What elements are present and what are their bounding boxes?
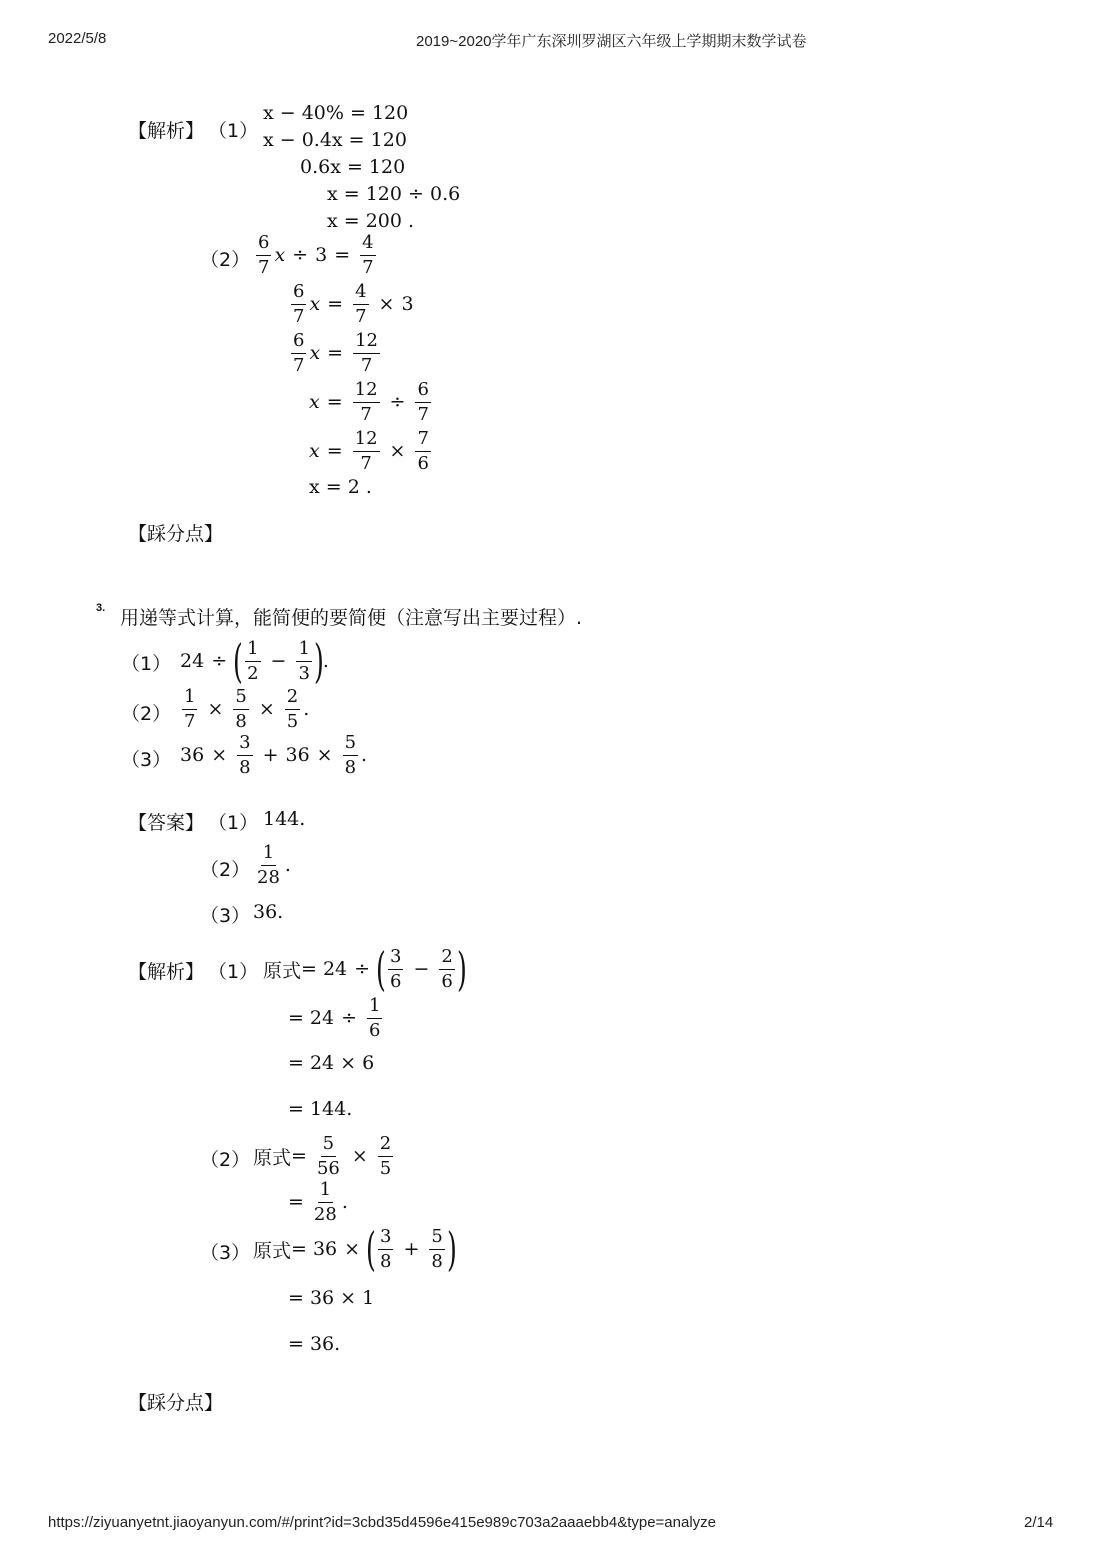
header-title: 2019~2020学年广东深圳罗湖区六年级上学期期末数学试卷 [416, 33, 807, 50]
header-date: 2022/5/8 [48, 30, 107, 47]
q3-sol3-line3: = 36. [288, 1333, 341, 1355]
fraction: $\frac{7}{6}$ [417, 427, 429, 474]
fraction: $\frac{3}{8}$ [380, 1225, 392, 1272]
q3-ans2-value: $\frac{1}{28}$ . [257, 841, 291, 888]
q2-p2-line6: x = 2 . [309, 476, 372, 498]
fraction: $\frac{1}{3}$ [298, 637, 310, 684]
q3-item2-label: （2） [121, 703, 172, 725]
q2-p2-line1: $\frac{6}{7}$ x ÷ 3 = $\frac{4}{7}$ [258, 231, 374, 278]
q3-sol2-line1: 原式 = $\frac{5}{56}$ × $\frac{2}{5}$ [253, 1132, 392, 1179]
fraction: $\frac{1}{2}$ [247, 637, 259, 684]
q3-sol1-line2: = 24 ÷ $\frac{1}{6}$ [288, 994, 381, 1041]
q3-item3-label: （3） [121, 749, 172, 771]
fraction: $\frac{1}{6}$ [369, 994, 381, 1041]
q3-number: 3. [96, 602, 106, 614]
q3-item2-expr: $\frac{1}{7}$ × $\frac{5}{8}$ × $\frac{2}{5}$ . [184, 685, 310, 732]
fraction: $\frac{1}{28}$ [313, 1178, 337, 1225]
fraction: $\frac{12}{7}$ [354, 427, 378, 474]
q3-ans3-label: （3） [200, 905, 251, 927]
fraction: $\frac{6}{7}$ [417, 378, 429, 425]
q3-sol1-line3: = 24 × 6 [288, 1052, 375, 1074]
q3-sol3-label: （3） [200, 1242, 251, 1264]
q3-stem: 用递等式计算，能简便的要简便（注意写出主要过程）. [120, 607, 583, 629]
q2-p2-line5: x = $\frac{12}{7}$ × $\frac{7}{6}$ [309, 427, 429, 474]
fraction: $\frac{4}{7}$ [362, 231, 374, 278]
q3-sol3-line2: = 36 × 1 [288, 1287, 375, 1309]
fraction: $\frac{6}{7}$ [258, 231, 270, 278]
q3-answer-label: 【答案】 [128, 812, 205, 834]
fraction: $\frac{12}{7}$ [355, 329, 378, 376]
q2-part2-label: （2） [200, 249, 251, 271]
q3-ans1-value: 144. [263, 808, 306, 830]
footer-url[interactable]: https://ziyuanyetnt.jiaoyanyun.com/#/print?id=3cbd35d4596e415e989c703a2aaaebb4&type=analyze [48, 1514, 717, 1531]
q3-ans2-label: （2） [200, 859, 251, 881]
q3-item3-expr: 36 × $\frac{3}{8}$ + 36 × $\frac{5}{8}$ . [180, 731, 368, 778]
fraction: $\frac{5}{56}$ [316, 1132, 340, 1179]
q3-caifen-label: 【踩分点】 [128, 1392, 224, 1414]
fraction: $\frac{3}{6}$ [390, 945, 402, 992]
fraction: $\frac{2}{5}$ [379, 1132, 392, 1179]
fraction: $\frac{1}{7}$ [184, 685, 196, 732]
fraction: $\frac{12}{7}$ [354, 378, 378, 425]
q2-p1-line3: 0.6x = 120 [300, 156, 406, 178]
q3-sol1-label: （1） [208, 961, 259, 983]
q2-jiexi-label: 【解析】 [128, 120, 205, 142]
q3-sol2-line2: = $\frac{1}{28}$ . [288, 1178, 348, 1225]
q3-ans3-value: 36. [253, 901, 284, 923]
q3-jiexi-label: 【解析】 [128, 961, 205, 983]
fraction: $\frac{5}{8}$ [431, 1225, 443, 1272]
q3-item1-label: （1） [121, 653, 172, 675]
q2-p2-line3: $\frac{6}{7}$ x = $\frac{12}{7}$ [293, 329, 378, 376]
fraction: $\frac{6}{7}$ [293, 329, 305, 376]
q2-p2-line2: $\frac{6}{7}$ x = $\frac{4}{7}$ × 3 [293, 280, 414, 327]
q2-p1-line5: x = 200 . [327, 210, 415, 232]
q3-sol3-line1: 原式 = 36 × ( $\frac{3}{8}$ + $\frac{5}{8}$ ) [253, 1222, 457, 1276]
q3-sol1-line4: = 144. [288, 1098, 353, 1120]
fraction: $\frac{3}{8}$ [239, 731, 251, 778]
q3-sol2-label: （2） [200, 1149, 251, 1171]
q3-ans1-label: （1） [208, 812, 259, 834]
fraction: $\frac{2}{6}$ [441, 945, 453, 992]
q2-caifen-label: 【踩分点】 [128, 523, 224, 545]
q3-item1-expr: 24 ÷ ( $\frac{1}{2}$ − $\frac{1}{3}$ ) . [180, 634, 329, 688]
fraction: $\frac{2}{5}$ [286, 685, 299, 732]
q2-p1-line4: x = 120 ÷ 0.6 [327, 183, 461, 205]
q2-p1-line1: x − 40% = 120 [263, 102, 409, 124]
q2-p2-line4: x = $\frac{12}{7}$ ÷ $\frac{6}{7}$ [309, 378, 429, 425]
fraction: $\frac{5}{8}$ [344, 731, 357, 778]
fraction: $\frac{4}{7}$ [355, 280, 367, 327]
fraction: $\frac{1}{28}$ [257, 841, 280, 888]
q3-sol1-line1: 原式 = 24 ÷ ( $\frac{3}{6}$ − $\frac{2}{6}$ ) [263, 942, 467, 996]
q2-part1-label: （1） [208, 120, 259, 142]
footer-page-number: 2/14 [1024, 1514, 1054, 1531]
fraction: $\frac{5}{8}$ [235, 685, 247, 732]
fraction: $\frac{6}{7}$ [293, 280, 305, 327]
q2-p1-line2: x − 0.4x = 120 [263, 129, 407, 151]
